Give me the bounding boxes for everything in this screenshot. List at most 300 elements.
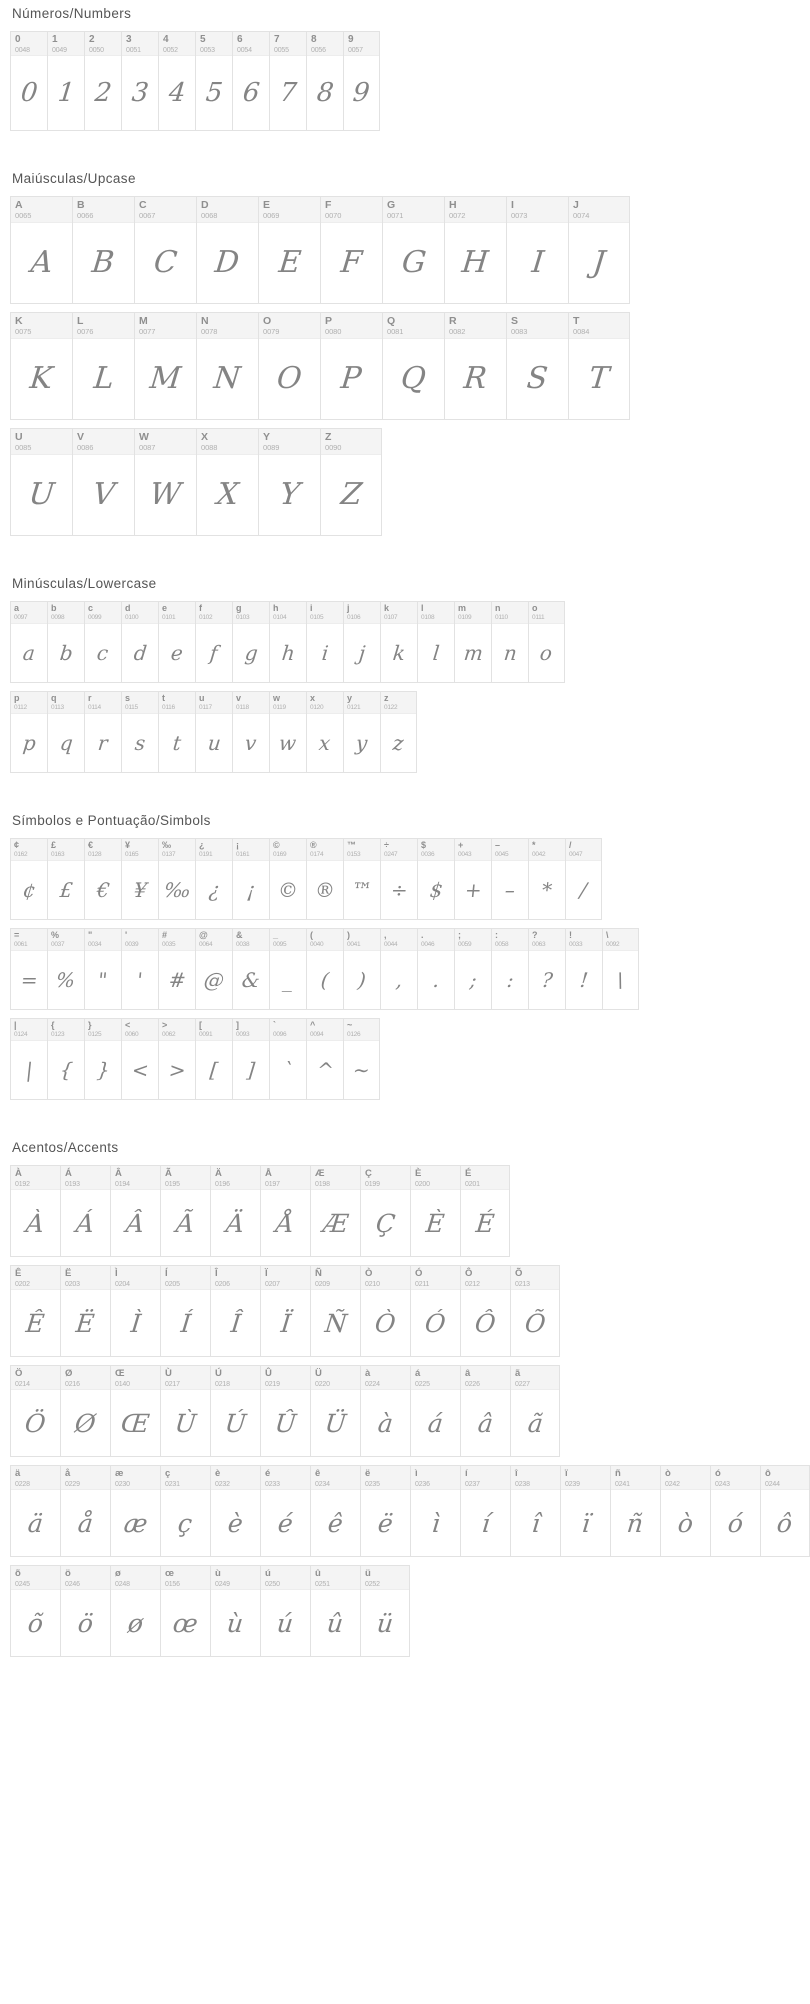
glyph-cell[interactable] bbox=[84, 31, 121, 131]
glyph-cell[interactable] bbox=[565, 928, 602, 1010]
glyph-preview bbox=[455, 861, 491, 919]
glyph-character-label: i bbox=[310, 603, 313, 613]
glyph-cell[interactable] bbox=[210, 1265, 260, 1357]
glyph-code-label: 0209 bbox=[315, 1281, 330, 1288]
glyph-header bbox=[311, 1266, 360, 1290]
glyph-cell[interactable] bbox=[258, 312, 320, 420]
glyph-cell[interactable] bbox=[72, 312, 134, 420]
glyph-code-label: 0052 bbox=[163, 47, 178, 54]
glyph-character-label: 7 bbox=[274, 34, 280, 45]
glyph-header bbox=[529, 929, 565, 951]
glyph-cell[interactable] bbox=[269, 31, 306, 131]
glyph-preview bbox=[11, 223, 72, 303]
glyph-rendered-character: Í bbox=[179, 1308, 192, 1338]
glyph-header bbox=[411, 1366, 460, 1390]
glyph-cell[interactable] bbox=[260, 1265, 310, 1357]
glyph-cell[interactable] bbox=[306, 928, 343, 1010]
glyph-cell[interactable] bbox=[382, 312, 444, 420]
glyph-cell[interactable] bbox=[196, 312, 258, 420]
glyph-code-label: 0053 bbox=[200, 47, 215, 54]
glyph-cell[interactable] bbox=[260, 1465, 310, 1557]
glyph-cell[interactable] bbox=[232, 601, 269, 683]
glyph-cell[interactable] bbox=[510, 1465, 560, 1557]
glyph-code-label: 0235 bbox=[365, 1481, 380, 1488]
glyph-cell[interactable] bbox=[320, 428, 382, 536]
glyph-cell[interactable] bbox=[343, 601, 380, 683]
glyph-code-label: 0096 bbox=[273, 1031, 287, 1038]
glyph-cell[interactable] bbox=[444, 312, 506, 420]
glyph-code-label: 0245 bbox=[15, 1581, 30, 1588]
glyph-cell[interactable] bbox=[760, 1465, 810, 1557]
glyph-cell[interactable] bbox=[560, 1465, 610, 1557]
glyph-code-label: 0229 bbox=[65, 1481, 80, 1488]
glyph-preview bbox=[196, 714, 232, 772]
glyph-cell[interactable] bbox=[195, 1018, 232, 1100]
glyph-preview bbox=[361, 1390, 410, 1456]
glyph-cell[interactable] bbox=[47, 31, 84, 131]
glyph-cell[interactable] bbox=[444, 196, 506, 304]
glyph-rendered-character: @ bbox=[202, 968, 226, 992]
glyph-cell[interactable] bbox=[10, 1465, 60, 1557]
glyph-character-label: v bbox=[236, 693, 242, 703]
glyph-cell[interactable] bbox=[84, 601, 121, 683]
glyph-header bbox=[455, 929, 491, 951]
glyph-cell[interactable] bbox=[10, 428, 72, 536]
glyph-cell[interactable] bbox=[343, 1018, 380, 1100]
glyph-character-label: y bbox=[347, 693, 353, 703]
glyph-cell[interactable] bbox=[10, 691, 47, 773]
glyph-cell[interactable] bbox=[72, 428, 134, 536]
glyph-cell[interactable] bbox=[47, 928, 84, 1010]
glyph-cell[interactable] bbox=[343, 838, 380, 920]
glyph-cell[interactable] bbox=[232, 1018, 269, 1100]
glyph-cell[interactable] bbox=[10, 928, 47, 1010]
glyph-cell[interactable] bbox=[84, 928, 121, 1010]
glyph-code-label: 0100 bbox=[125, 614, 139, 621]
glyph-character-label: ú bbox=[265, 1568, 271, 1579]
glyph-rendered-character: ® bbox=[313, 878, 337, 902]
glyph-preview bbox=[569, 339, 629, 419]
glyph-character-label: F bbox=[325, 199, 332, 211]
glyph-cell[interactable] bbox=[506, 196, 568, 304]
glyph-rendered-character: n bbox=[502, 641, 518, 665]
glyph-cell[interactable] bbox=[232, 838, 269, 920]
glyph-character-label: Ö bbox=[15, 1368, 23, 1379]
glyph-header bbox=[159, 839, 195, 861]
glyph-preview bbox=[455, 951, 491, 1009]
glyph-code-label: 0099 bbox=[88, 614, 102, 621]
glyph-rendered-character: , bbox=[394, 968, 404, 992]
glyph-preview bbox=[61, 1290, 110, 1356]
glyph-cell[interactable] bbox=[417, 601, 454, 683]
glyph-cell[interactable] bbox=[110, 1365, 160, 1457]
glyph-code-label: 0251 bbox=[315, 1581, 330, 1588]
glyph-preview bbox=[233, 714, 269, 772]
glyph-cell[interactable] bbox=[360, 1165, 410, 1257]
glyph-cell[interactable] bbox=[258, 428, 320, 536]
glyph-cell[interactable] bbox=[210, 1565, 260, 1657]
glyph-header bbox=[11, 1366, 60, 1390]
glyph-cell[interactable] bbox=[134, 196, 196, 304]
glyph-cell[interactable] bbox=[10, 1165, 60, 1257]
glyph-code-label: 0056 bbox=[311, 47, 326, 54]
glyph-rendered-character: ê bbox=[326, 1508, 345, 1538]
glyph-code-label: 0197 bbox=[265, 1181, 280, 1188]
section-title: Acentos/Accents bbox=[12, 1140, 119, 1155]
glyph-cell[interactable] bbox=[260, 1365, 310, 1457]
glyph-cell[interactable] bbox=[110, 1465, 160, 1557]
glyph-cell[interactable] bbox=[47, 691, 84, 773]
glyph-cell[interactable] bbox=[195, 601, 232, 683]
glyph-cell[interactable] bbox=[602, 928, 639, 1010]
glyph-cell[interactable] bbox=[196, 428, 258, 536]
glyph-character-label: S bbox=[511, 315, 519, 327]
glyph-preview bbox=[611, 1490, 660, 1556]
glyph-row bbox=[10, 1365, 560, 1457]
glyph-cell[interactable] bbox=[84, 691, 121, 773]
glyph-cell[interactable] bbox=[310, 1565, 360, 1657]
glyph-cell[interactable] bbox=[110, 1265, 160, 1357]
glyph-code-label: 0040 bbox=[310, 941, 324, 948]
glyph-cell[interactable] bbox=[306, 31, 343, 131]
glyph-code-label: 0101 bbox=[162, 614, 176, 621]
glyph-cell[interactable] bbox=[158, 31, 195, 131]
glyph-cell[interactable] bbox=[380, 691, 417, 773]
glyph-cell[interactable] bbox=[260, 1565, 310, 1657]
glyph-code-label: 0050 bbox=[89, 47, 104, 54]
glyph-cell[interactable] bbox=[158, 691, 195, 773]
glyph-character-label: Y bbox=[263, 431, 271, 443]
glyph-cell[interactable] bbox=[320, 196, 382, 304]
glyph-header bbox=[461, 1366, 510, 1390]
glyph-preview bbox=[261, 1390, 310, 1456]
glyph-cell[interactable] bbox=[121, 838, 158, 920]
glyph-cell[interactable] bbox=[84, 838, 121, 920]
glyph-cell[interactable] bbox=[210, 1465, 260, 1557]
glyph-cell[interactable] bbox=[47, 838, 84, 920]
glyph-rendered-character: [ bbox=[208, 1058, 220, 1082]
glyph-cell[interactable] bbox=[610, 1465, 660, 1557]
glyph-cell[interactable] bbox=[343, 31, 380, 131]
glyph-cell[interactable] bbox=[306, 601, 343, 683]
glyph-cell[interactable] bbox=[710, 1465, 760, 1557]
glyph-code-label: 0074 bbox=[573, 211, 590, 220]
glyph-header bbox=[135, 429, 196, 455]
glyph-preview bbox=[344, 951, 380, 1009]
glyph-character-label: ò bbox=[665, 1468, 671, 1479]
glyph-cell[interactable] bbox=[60, 1565, 110, 1657]
glyph-cell[interactable] bbox=[510, 1265, 560, 1357]
glyph-row bbox=[10, 1465, 810, 1557]
glyph-cell[interactable] bbox=[310, 1465, 360, 1557]
glyph-character-label: â bbox=[465, 1368, 471, 1379]
glyph-cell[interactable] bbox=[121, 928, 158, 1010]
glyph-cell[interactable] bbox=[195, 31, 232, 131]
glyph-cell[interactable] bbox=[10, 601, 47, 683]
glyph-cell[interactable] bbox=[110, 1165, 160, 1257]
glyph-cell[interactable] bbox=[134, 428, 196, 536]
glyph-cell[interactable] bbox=[454, 928, 491, 1010]
glyph-cell[interactable] bbox=[121, 601, 158, 683]
glyph-preview bbox=[383, 339, 444, 419]
glyph-header bbox=[61, 1566, 110, 1590]
glyph-cell[interactable] bbox=[160, 1265, 210, 1357]
glyph-character-label: h bbox=[273, 603, 279, 613]
glyph-cell[interactable] bbox=[134, 312, 196, 420]
glyph-preview bbox=[233, 624, 269, 682]
glyph-header bbox=[461, 1466, 510, 1490]
glyph-header bbox=[11, 839, 47, 861]
glyph-cell[interactable] bbox=[60, 1165, 110, 1257]
glyph-cell[interactable] bbox=[310, 1265, 360, 1357]
glyph-header bbox=[492, 602, 528, 624]
glyph-preview bbox=[270, 56, 306, 130]
glyph-header bbox=[196, 1019, 232, 1041]
glyph-cell[interactable] bbox=[158, 1018, 195, 1100]
glyph-preview bbox=[270, 624, 306, 682]
glyph-preview bbox=[11, 1290, 60, 1356]
glyph-header bbox=[344, 1019, 379, 1041]
glyph-character-label: ¥ bbox=[125, 840, 131, 850]
glyph-cell[interactable] bbox=[417, 928, 454, 1010]
glyph-character-label: n bbox=[495, 603, 501, 613]
section-title: Minúsculas/Lowercase bbox=[12, 576, 157, 591]
glyph-preview bbox=[259, 455, 320, 535]
glyph-cell[interactable] bbox=[121, 1018, 158, 1100]
glyph-cell[interactable] bbox=[660, 1465, 710, 1557]
glyph-cell[interactable] bbox=[158, 928, 195, 1010]
glyph-header bbox=[85, 602, 121, 624]
glyph-cell[interactable] bbox=[72, 196, 134, 304]
glyph-character-label: ‰ bbox=[162, 840, 171, 850]
glyph-header bbox=[48, 1019, 84, 1041]
glyph-character-label: ÷ bbox=[384, 840, 389, 850]
glyph-cell[interactable] bbox=[10, 312, 72, 420]
glyph-cell[interactable] bbox=[460, 1465, 510, 1557]
glyph-cell[interactable] bbox=[360, 1265, 410, 1357]
glyph-header bbox=[61, 1166, 110, 1190]
glyph-rendered-character: ú bbox=[275, 1608, 296, 1638]
glyph-cell[interactable] bbox=[232, 928, 269, 1010]
glyph-rendered-character: ) bbox=[356, 968, 368, 992]
glyph-cell[interactable] bbox=[565, 838, 602, 920]
glyph-code-label: 0121 bbox=[347, 704, 361, 711]
glyph-cell[interactable] bbox=[454, 838, 491, 920]
glyph-preview bbox=[418, 861, 454, 919]
glyph-character-label: V bbox=[77, 431, 85, 443]
glyph-cell[interactable] bbox=[310, 1165, 360, 1257]
glyph-rendered-character: Y bbox=[277, 477, 302, 512]
glyph-character-label: L bbox=[77, 315, 84, 327]
glyph-cell[interactable] bbox=[343, 928, 380, 1010]
glyph-cell[interactable] bbox=[506, 312, 568, 420]
glyph-cell[interactable] bbox=[121, 691, 158, 773]
glyph-code-label: 0048 bbox=[15, 47, 30, 54]
glyph-cell[interactable] bbox=[10, 196, 72, 304]
glyph-preview bbox=[445, 339, 506, 419]
glyph-cell[interactable] bbox=[306, 838, 343, 920]
glyph-header bbox=[270, 692, 306, 714]
glyph-cell[interactable] bbox=[10, 1365, 60, 1457]
glyph-cell[interactable] bbox=[47, 601, 84, 683]
glyph-cell[interactable] bbox=[528, 838, 565, 920]
glyph-rendered-character: ì bbox=[429, 1508, 442, 1538]
glyph-cell[interactable] bbox=[410, 1365, 460, 1457]
glyph-rendered-character: ó bbox=[726, 1508, 745, 1538]
glyph-cell[interactable] bbox=[306, 691, 343, 773]
glyph-cell[interactable] bbox=[269, 1018, 306, 1100]
glyph-rendered-character: ¿ bbox=[207, 878, 221, 902]
glyph-cell[interactable] bbox=[110, 1565, 160, 1657]
glyph-cell[interactable] bbox=[380, 838, 417, 920]
glyph-header bbox=[85, 839, 121, 861]
glyph-rendered-character: R bbox=[462, 361, 489, 396]
glyph-preview bbox=[270, 951, 306, 1009]
glyph-cell[interactable] bbox=[568, 196, 630, 304]
glyph-cell[interactable] bbox=[306, 1018, 343, 1100]
glyph-code-label: 0041 bbox=[347, 941, 361, 948]
glyph-cell[interactable] bbox=[460, 1165, 510, 1257]
glyph-rendered-character: î bbox=[529, 1508, 542, 1538]
glyph-cell[interactable] bbox=[491, 838, 528, 920]
glyph-character-label: % bbox=[51, 930, 60, 940]
glyph-cell[interactable] bbox=[269, 691, 306, 773]
glyph-cell[interactable] bbox=[160, 1365, 210, 1457]
glyph-cell[interactable] bbox=[10, 1565, 60, 1657]
glyph-rendered-character: M bbox=[148, 361, 183, 396]
glyph-cell[interactable] bbox=[258, 196, 320, 304]
glyph-character-label: ó bbox=[715, 1468, 721, 1479]
glyph-character-label: 6 bbox=[237, 34, 243, 45]
glyph-cell[interactable] bbox=[232, 31, 269, 131]
glyph-cell[interactable] bbox=[417, 838, 454, 920]
glyph-cell[interactable] bbox=[528, 601, 565, 683]
glyph-cell[interactable] bbox=[10, 838, 47, 920]
glyph-cell[interactable] bbox=[84, 1018, 121, 1100]
glyph-rendered-character: ô bbox=[775, 1508, 795, 1538]
glyph-code-label: 0232 bbox=[215, 1481, 230, 1488]
glyph-header bbox=[11, 197, 72, 223]
glyph-cell[interactable] bbox=[269, 838, 306, 920]
glyph-rendered-character: í bbox=[479, 1508, 492, 1538]
glyph-character-label: – bbox=[495, 840, 501, 850]
glyph-cell[interactable] bbox=[310, 1365, 360, 1457]
glyph-character-label: < bbox=[125, 1020, 131, 1030]
glyph-cell[interactable] bbox=[60, 1265, 110, 1357]
glyph-cell[interactable] bbox=[10, 1018, 47, 1100]
glyph-preview bbox=[311, 1590, 360, 1656]
glyph-cell[interactable] bbox=[343, 691, 380, 773]
glyph-rendered-character: U bbox=[27, 477, 57, 512]
glyph-cell[interactable] bbox=[380, 928, 417, 1010]
glyph-cell[interactable] bbox=[10, 31, 47, 131]
glyph-cell[interactable] bbox=[210, 1165, 260, 1257]
glyph-cell[interactable] bbox=[269, 601, 306, 683]
glyph-cell[interactable] bbox=[158, 601, 195, 683]
glyph-rendered-character: ! bbox=[578, 968, 590, 992]
glyph-character-label: H bbox=[449, 199, 457, 211]
glyph-cell[interactable] bbox=[320, 312, 382, 420]
glyph-cell[interactable] bbox=[195, 928, 232, 1010]
glyph-rendered-character: P bbox=[339, 361, 364, 396]
glyph-cell[interactable] bbox=[360, 1465, 410, 1557]
glyph-cell[interactable] bbox=[510, 1365, 560, 1457]
glyph-rendered-character: 1 bbox=[56, 78, 76, 108]
glyph-cell[interactable] bbox=[160, 1565, 210, 1657]
glyph-rendered-character: ] bbox=[245, 1058, 257, 1082]
glyph-cell[interactable] bbox=[195, 691, 232, 773]
glyph-character-label: Ó bbox=[415, 1268, 423, 1279]
glyph-preview bbox=[85, 714, 121, 772]
glyph-character-label: Â bbox=[115, 1168, 122, 1179]
glyph-code-label: 0069 bbox=[263, 211, 280, 220]
glyph-cell[interactable] bbox=[160, 1165, 210, 1257]
glyph-cell[interactable] bbox=[360, 1365, 410, 1457]
glyph-cell[interactable] bbox=[410, 1465, 460, 1557]
glyph-header bbox=[111, 1166, 160, 1190]
glyph-cell[interactable] bbox=[410, 1165, 460, 1257]
glyph-character-label: é bbox=[265, 1468, 271, 1479]
glyph-row bbox=[10, 928, 639, 1010]
glyph-code-label: 0212 bbox=[465, 1281, 480, 1288]
glyph-cell[interactable] bbox=[382, 196, 444, 304]
glyph-character-label: b bbox=[51, 603, 57, 613]
glyph-cell[interactable] bbox=[60, 1465, 110, 1557]
glyph-character-label: î bbox=[515, 1468, 518, 1479]
glyph-cell[interactable] bbox=[121, 31, 158, 131]
glyph-character-label: e bbox=[162, 603, 168, 613]
glyph-code-label: 0047 bbox=[569, 851, 583, 858]
glyph-cell[interactable] bbox=[160, 1465, 210, 1557]
glyph-rendered-character: K bbox=[28, 361, 55, 396]
glyph-cell[interactable] bbox=[491, 928, 528, 1010]
glyph-cell[interactable] bbox=[528, 928, 565, 1010]
glyph-cell[interactable] bbox=[210, 1365, 260, 1457]
glyph-header bbox=[85, 692, 121, 714]
glyph-cell[interactable] bbox=[410, 1265, 460, 1357]
glyph-preview bbox=[561, 1490, 610, 1556]
glyph-code-label: 0085 bbox=[15, 443, 32, 452]
glyph-cell[interactable] bbox=[195, 838, 232, 920]
glyph-cell[interactable] bbox=[269, 928, 306, 1010]
glyph-cell[interactable] bbox=[158, 838, 195, 920]
glyph-rendered-character: Ü bbox=[323, 1408, 348, 1438]
glyph-cell[interactable] bbox=[380, 601, 417, 683]
glyph-cell[interactable] bbox=[196, 196, 258, 304]
glyph-header bbox=[361, 1366, 410, 1390]
glyph-preview bbox=[11, 714, 47, 772]
glyph-header bbox=[135, 197, 196, 223]
glyph-rendered-character: x bbox=[318, 731, 332, 755]
glyph-cell[interactable] bbox=[10, 1265, 60, 1357]
glyph-cell[interactable] bbox=[47, 1018, 84, 1100]
glyph-code-label: 0061 bbox=[14, 941, 28, 948]
glyph-character-label: Ê bbox=[15, 1268, 22, 1279]
glyph-cell[interactable] bbox=[454, 601, 491, 683]
glyph-cell[interactable] bbox=[460, 1365, 510, 1457]
glyph-cell[interactable] bbox=[491, 601, 528, 683]
glyph-cell[interactable] bbox=[460, 1265, 510, 1357]
glyph-preview bbox=[85, 624, 121, 682]
glyph-cell[interactable] bbox=[260, 1165, 310, 1257]
glyph-cell[interactable] bbox=[568, 312, 630, 420]
glyph-rendered-character: j bbox=[357, 641, 367, 665]
glyph-preview bbox=[381, 714, 416, 772]
glyph-cell[interactable] bbox=[232, 691, 269, 773]
glyph-cell[interactable] bbox=[360, 1565, 410, 1657]
glyph-cell[interactable] bbox=[60, 1365, 110, 1457]
glyph-rendered-character: û bbox=[325, 1608, 346, 1638]
